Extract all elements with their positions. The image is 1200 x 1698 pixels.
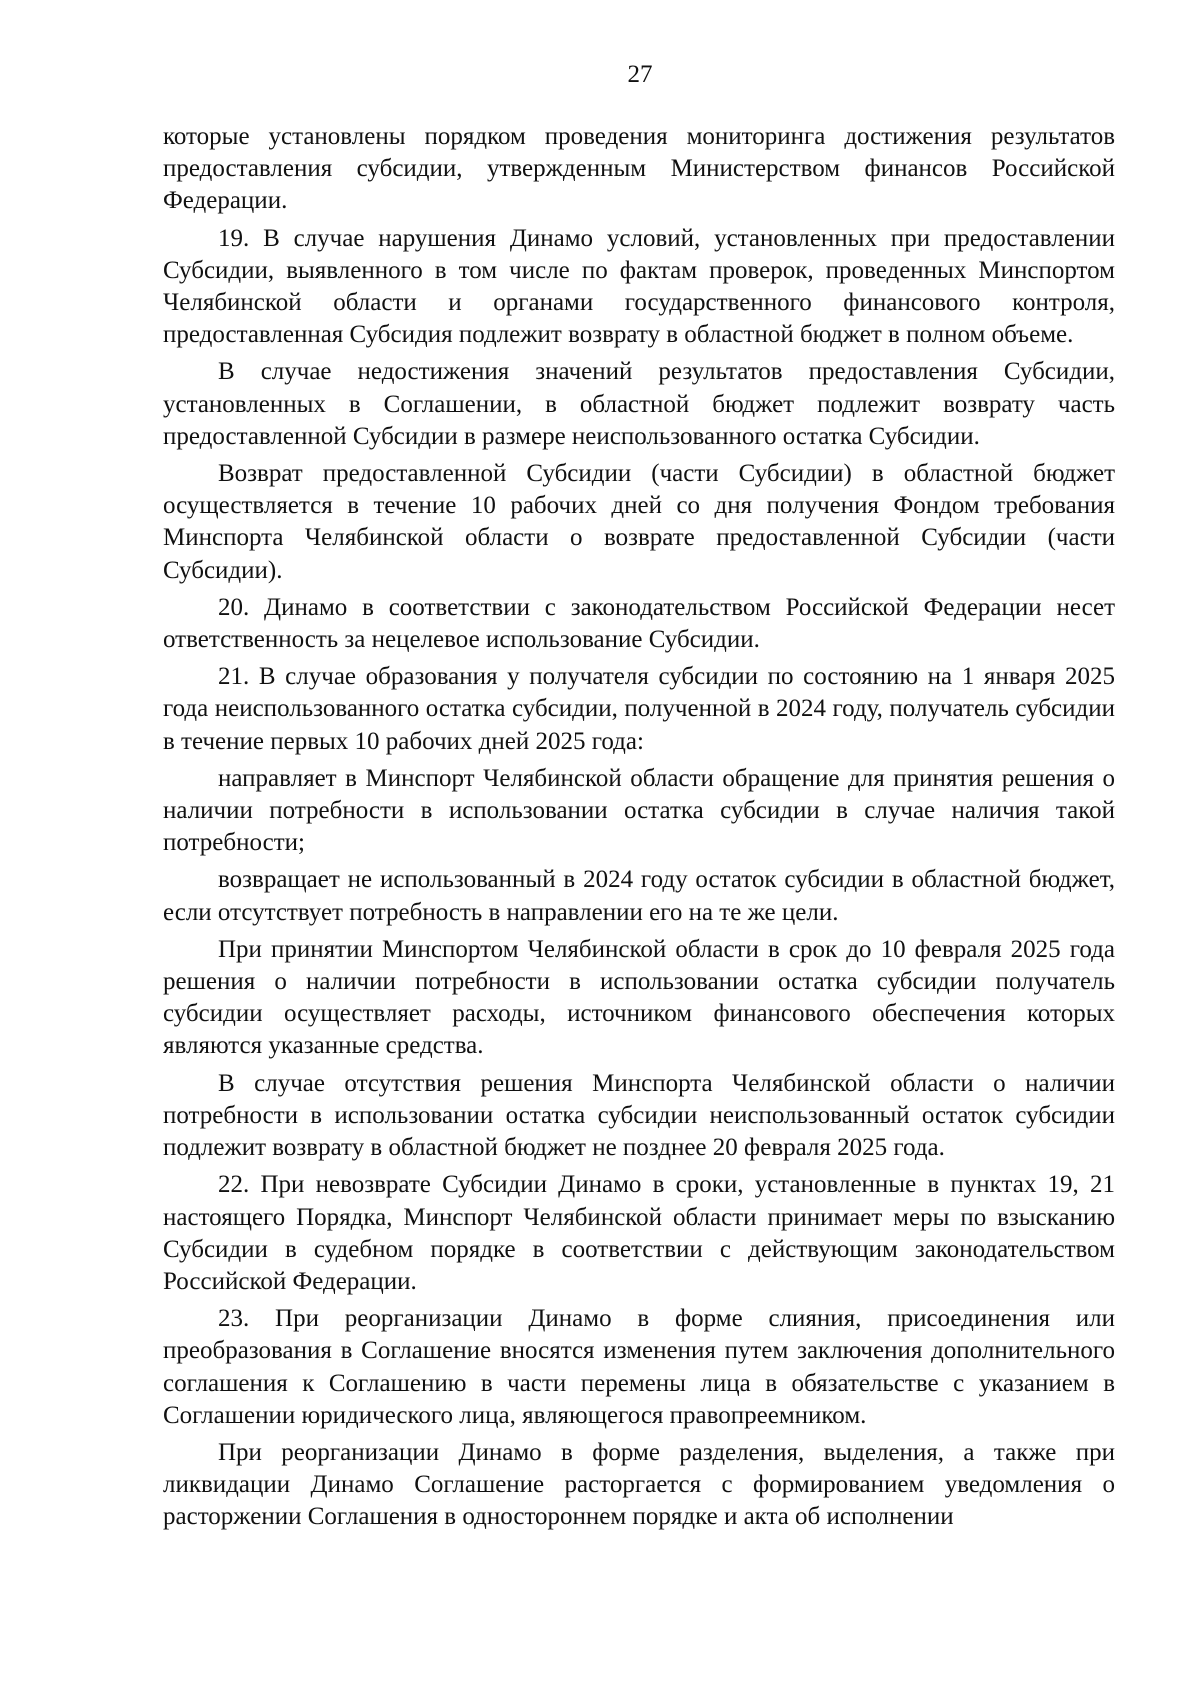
paragraph-8: возвращает не использованный в 2024 году остаток субсидии в областной бюджет, если отсутствует потребность в направлении его на те же цели. <box>163 866 1115 926</box>
document-body <box>163 121 1115 1534</box>
paragraph-9: При принятии Минспортом Челябинской области в срок до 10 февраля 2025 года решения о наличии потребности в использовании остатка субсидии получатель субсидии осуществляет расходы, источником финансового обеспечения которых являются указанные средства. <box>163 935 1115 1060</box>
paragraph-6-clause-21: 21. В случае образования у получателя субсидии по состоянию на 1 января 2025 года неиспользованного остатка субсидии, полученной в 2024 году, получатель субсидии в течение первых 10 рабочих дней 2025 года: <box>163 663 1115 755</box>
paragraph-13: При реорганизации Динамо в форме разделения, выделения, а также при ликвидации Динамо Соглашение расторгается с формированием уведомления о расторжении Соглашения в одностороннем порядке и акта об исполнении <box>163 1438 1115 1531</box>
paragraph-5-clause-20: 20. Динамо в соответствии с законодательством Российской Федерации несет ответственность за нецелевое использование Субсидии. <box>163 593 1115 654</box>
paragraph-2-clause-19: 19. В случае нарушения Динамо условий, установленных при предоставлении Субсидии, выявленного в том числе по фактам проверок, проведенных Минспортом Челябинской области и органами государственного финансового контроля, предоставленная Субсидия подлежит возврату в областной бюджет в полном объеме. <box>163 224 1115 349</box>
paragraph-3: В случае недостижения значений результатов предоставления Субсидии, установленных в Соглашении, в областной бюджет подлежит возврату часть предоставленной Субсидии в размере неиспользованного остатка Субсидии. <box>163 358 1115 450</box>
paragraph-11-clause-22: 22. При невозврате Субсидии Динамо в сроки, установленные в пунктах 19, 21 настоящего Порядка, Минспорт Челябинской области принимает меры по взысканию Субсидии в судебном порядке в соответствии с действующим законодательством Российской Федерации. <box>163 1171 1115 1295</box>
paragraph-4: Возврат предоставленной Субсидии (части Субсидии) в областной бюджет осуществляется в течение 10 рабочих дней со дня получения Фондом требования Минспорта Челябинской области о возврате предоставленной Субсидии (части Субсидии). <box>163 460 1115 584</box>
page-number: 27 <box>627 61 653 88</box>
paragraph-10: В случае отсутствия решения Минспорта Челябинской области о наличии потребности в использовании остатка субсидии неиспользованный остаток субсидии подлежит возврату в областной бюджет не позднее 20 февраля 2025 года. <box>163 1069 1115 1162</box>
paragraph-12-clause-23: 23. При реорганизации Динамо в форме слияния, присоединения или преобразования в Соглашение вносятся изменения путем заключения дополнительного соглашения к Соглашению в части перемены лица в обязательстве с указанием в Соглашении юридического лица, являющегося правопреемником. <box>163 1305 1115 1429</box>
paragraph-1: которые установлены порядком проведения мониторинга достижения результатов предоставления субсидии, утвержденным Министерством финансов Российской Федерации. <box>163 123 1115 215</box>
paragraph-7: направляет в Минспорт Челябинской области обращение для принятия решения о наличии потребности в использовании остатка субсидии в случае наличия такой потребности; <box>163 764 1115 857</box>
